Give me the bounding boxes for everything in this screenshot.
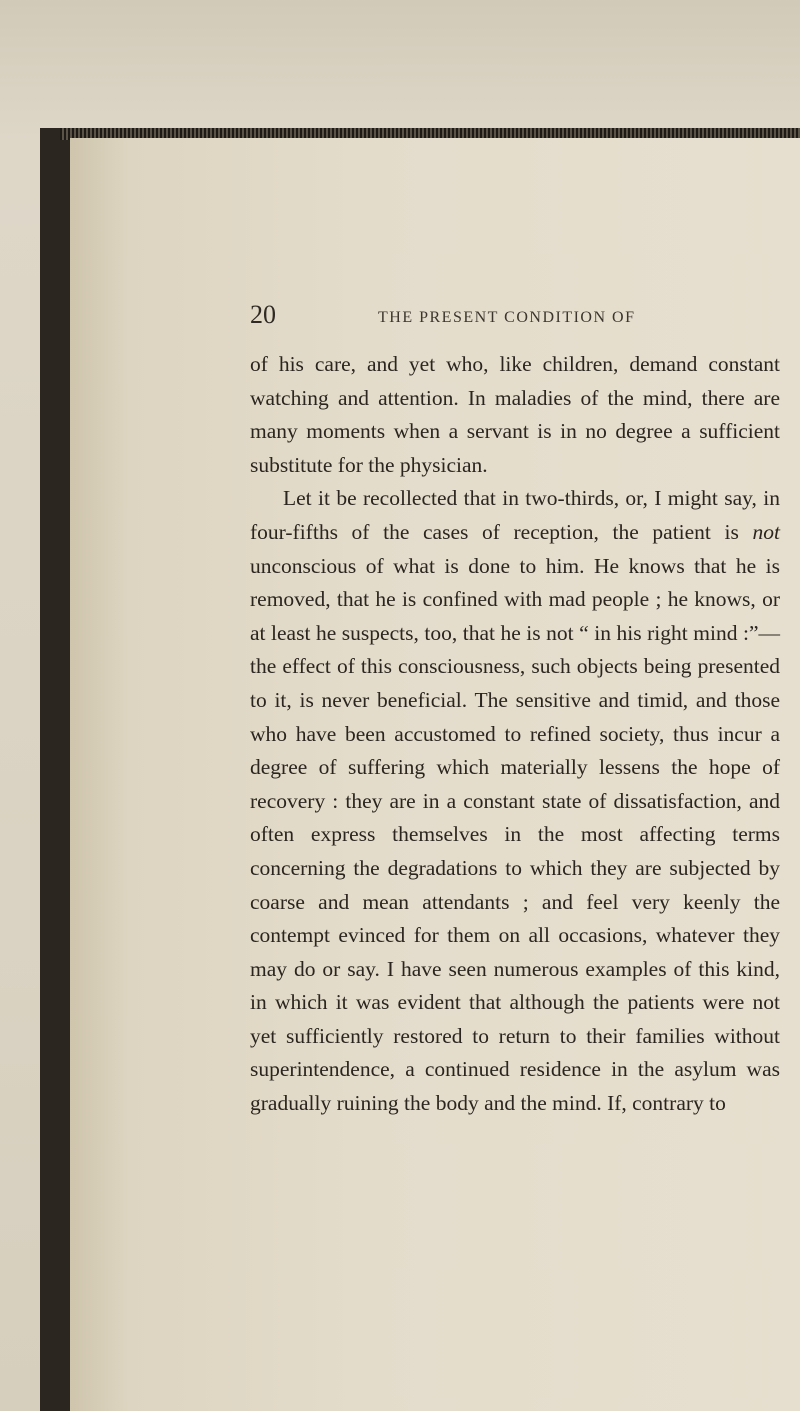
running-head: THE PRESENT CONDITION OF [378,309,636,326]
emphasis-not: not [752,519,781,544]
page-number: 20 [250,300,276,329]
paragraph-2 [250,482,780,1120]
body-text [250,348,780,1121]
paragraph-2-rest: unconscious of what is done to him. He knows that he is removed, that he is confined with mad people ; he knows, or at least he suspects, too, that he is not “ in his right mind :”—the effect of this consciousness, such objects being presented to it, is never beneficial. The sensitive and timid, and those who have been accustomed to refined society, thus incur a degree of suffering which materially lessens the hope of recovery : they are in a constant state of dissatisfaction, and often express themselves in the most affecting terms concerning the degradations to which they are subjected by coarse and mean attendants ; and feel very keenly the contempt evinced for them on all occasions, whatever they may do or say. I have seen numerous examples of this kind, in which it was evident that although the patients were not yet sufficiently restored to return to their families without superintendence, a continued residence in the asylum was gradually ruining the body and the mind. If, contrary to [250,553,780,1116]
paragraph-1: of his care, and yet who, like children, demand constant watching and attention. In maladies of the mind, there are many moments when a servant is in no degree a sufficient substitute for the physician. [250,352,780,477]
paragraph-2-start: Let it be recollected that in two-thirds, or, I might say, in four-fifths of the cases of reception, the patient is [250,486,780,544]
